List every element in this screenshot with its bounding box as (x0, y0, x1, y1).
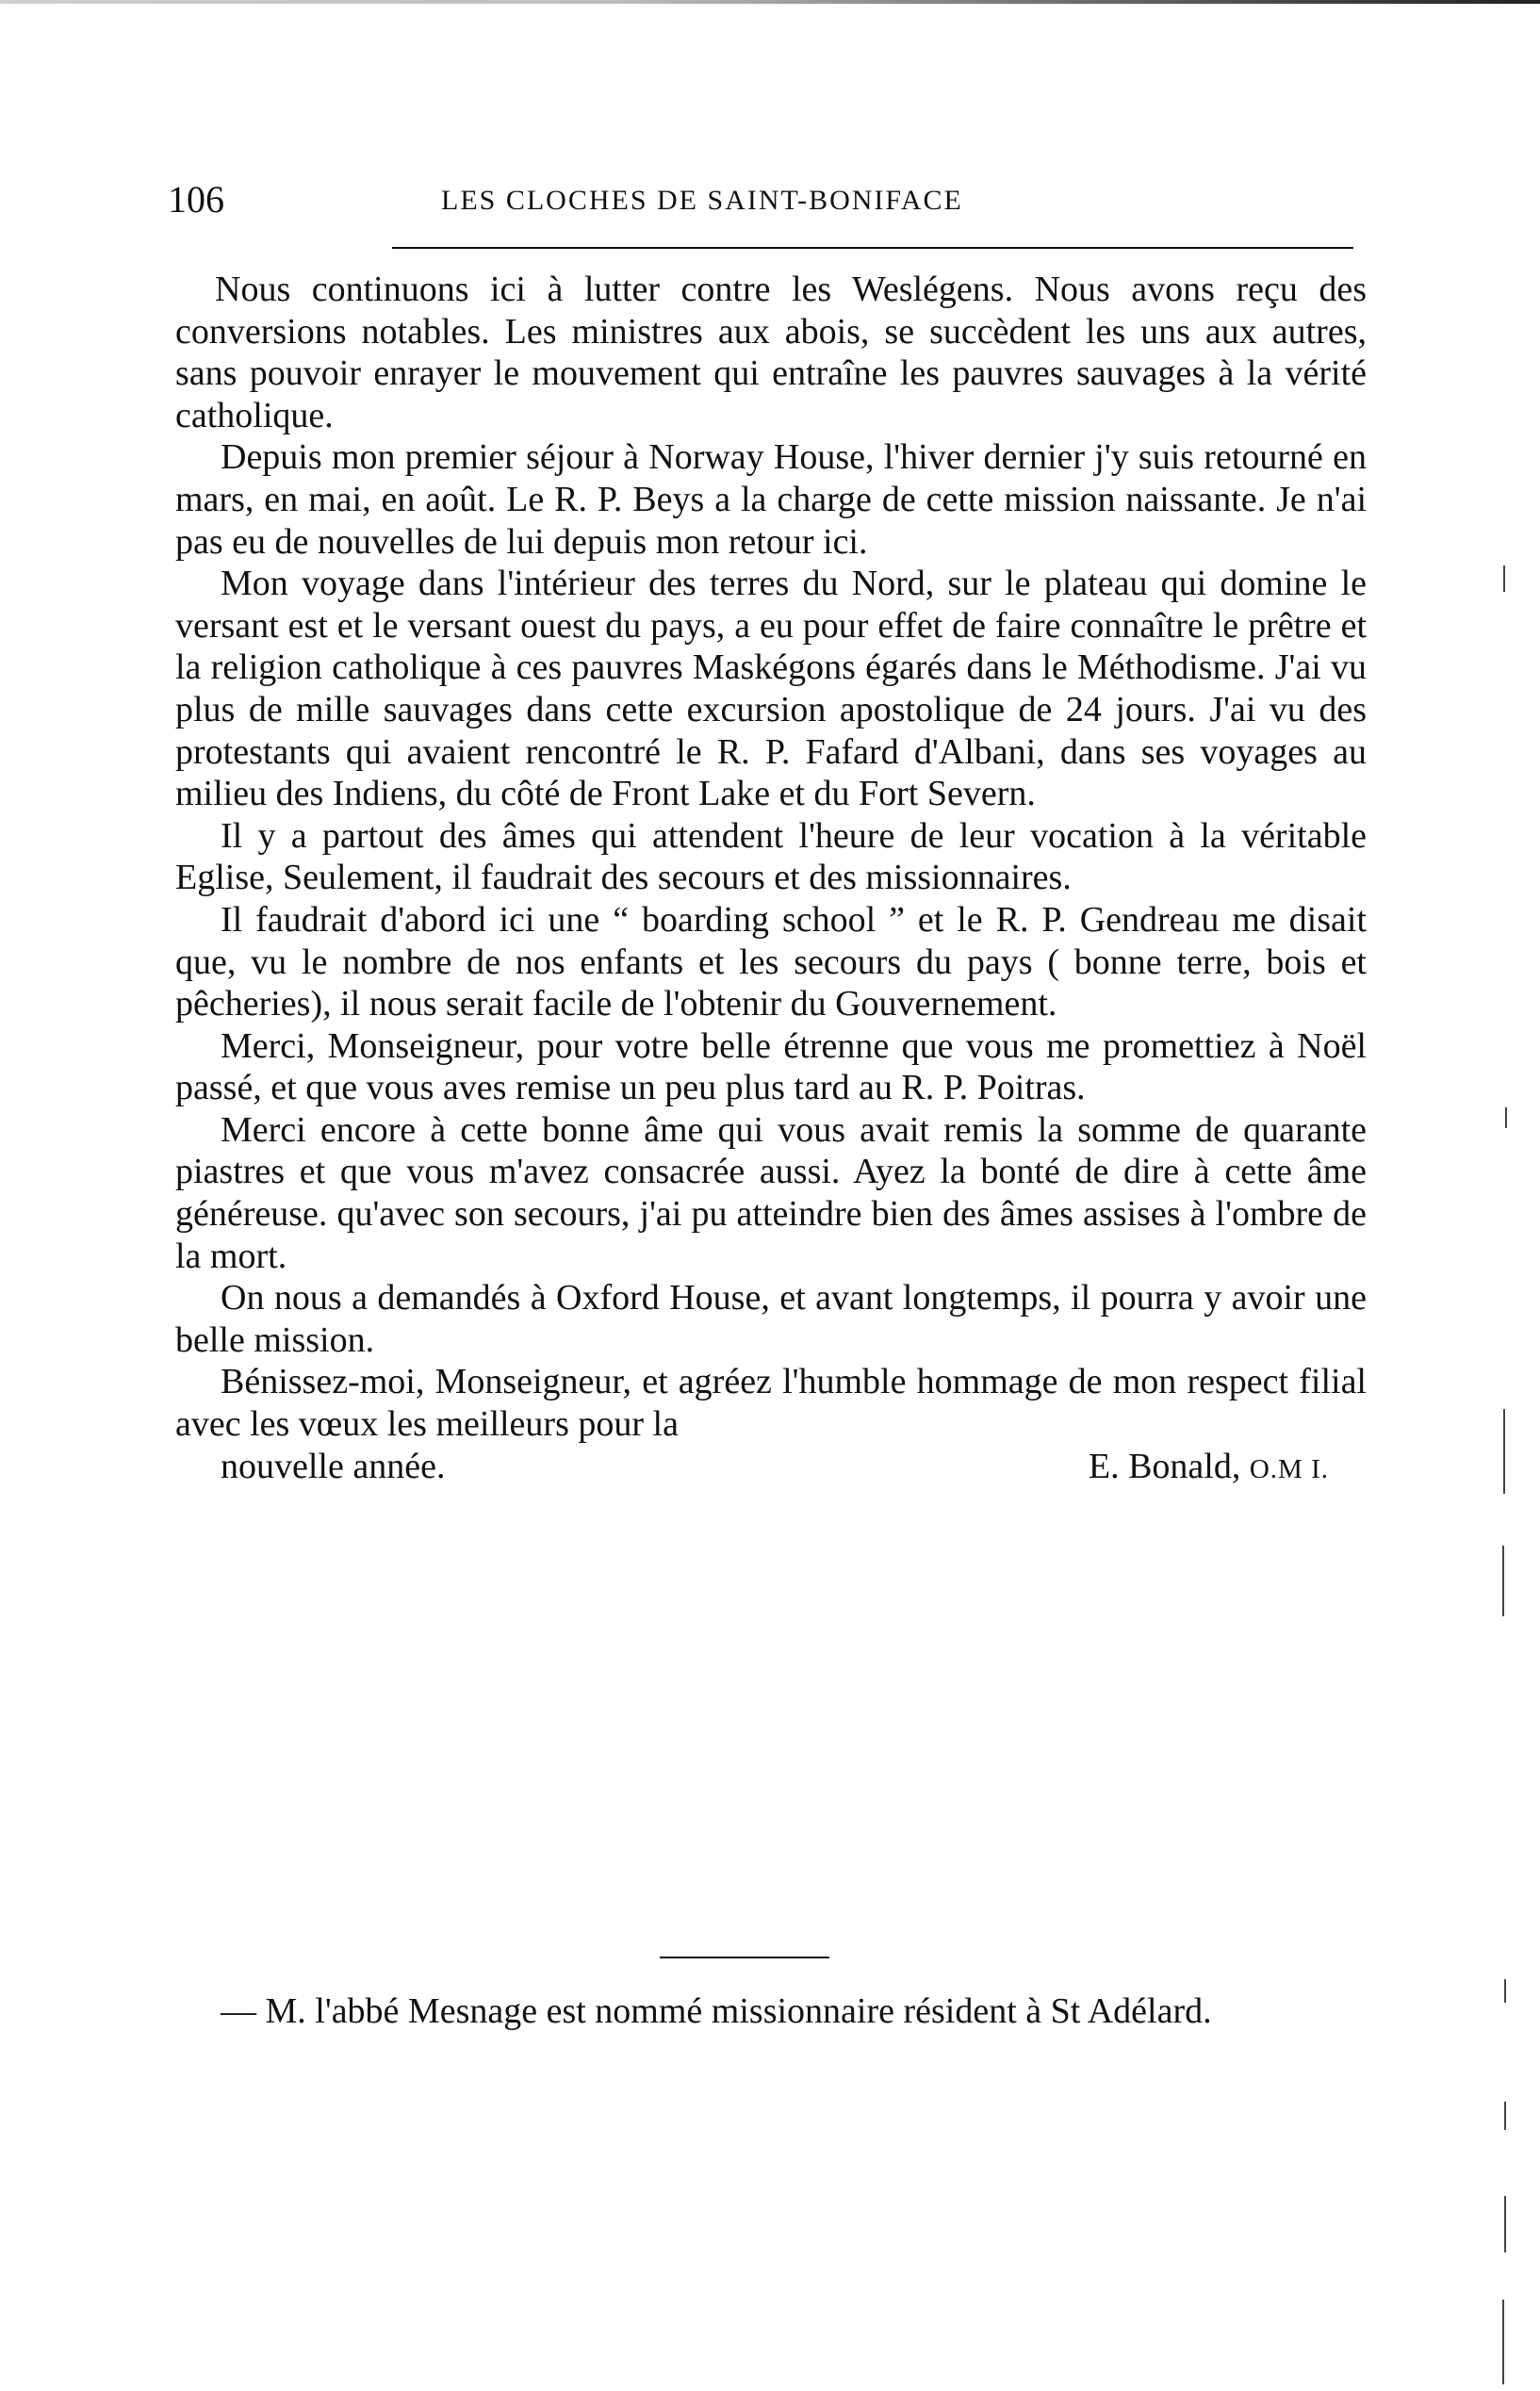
margin-mark (1504, 2196, 1506, 2252)
paragraph: Mon voyage dans l'intérieur des terres du Nord, sur le plateau qui domine le versant est et le versant ouest du pays, a eu pour effet de faire connaître le prêtre et la religion catholique à ces pauvres Maskégons égarés dans le Méthodisme. J'ai vu plus de mille sauvages dans cette excursion apostolique de 24 jours. J'ai vu des protestants qui avaient rencontré le R. P. Fafard d'Albani, dans ses voyages au milieu des Indiens, du côté de Front Lake et du Fort Severn. (175, 564, 1367, 814)
margin-mark (1502, 1546, 1504, 1616)
margin-mark (1504, 1979, 1506, 2003)
section-separator (660, 1957, 829, 1958)
header-rule (392, 247, 1353, 249)
margin-mark (1503, 1409, 1505, 1494)
signature (1043, 1446, 1329, 1491)
page-header (168, 177, 1384, 234)
running-title: LES CLOCHES DE SAINT-BONIFACE (441, 185, 963, 216)
page-number: 106 (168, 178, 224, 221)
closing-line (175, 1446, 1367, 1488)
paragraph: Merci encore à cette bonne âme qui vous avait remis la somme de quarante piastres et que vous m'avez consacrée aussi. Ayez la bonté de dire à cette âme généreuse. qu'avec son secours, j'ai pu atteindre bien des âmes assises à l'ombre de la mort. (175, 1109, 1367, 1276)
paragraph: Depuis mon premier séjour à Norway House, l'hiver dernier j'y suis retourné en mars, en mai, en août. Le R. P. Beys a la charge de cette mission naissante. Je n'ai pas eu de nouvelles de lui depuis mon retour ici. (175, 437, 1367, 562)
paragraph: Il faudrait d'abord ici une “ boarding school ” et le R. P. Gendreau me disait que, vu le nombre de nos enfants et les secours du pays ( bonne terre, bois et pêcheries), il nous serait facile de l'obtenir du Gouvernement. (175, 899, 1367, 1024)
note-paragraph: — M. l'abbé Mesnage est nommé missionnaire résident à St Adélard. (221, 1991, 1212, 2031)
letter-body (175, 269, 1367, 1487)
signature-title: O.M I. (1249, 1453, 1329, 1484)
paragraph: Bénissez-moi, Monseigneur, et agréez l'humble hommage de mon respect filial avec les vœux les meilleurs pour la (175, 1362, 1367, 1445)
paragraph: Merci, Monseigneur, pour votre belle étrenne que vous me promettiez à Noël passé, et que vous aves remise un peu plus tard au R. P. Poitras. (175, 1025, 1367, 1108)
paragraph: On nous a demandés à Oxford House, et avant longtemps, il pourra y avoir une belle mission. (175, 1278, 1367, 1360)
signature-name: E. Bonald, (1088, 1446, 1241, 1486)
paragraph: Nous continuons ici à lutter contre les Weslégens. Nous avons reçu des conversions notables. Les ministres aux abois, se succèdent les uns aux autres, sans pouvoir enrayer le mouvement qui entraîne les pauvres sauvages à la vérité catholique. (175, 270, 1367, 435)
news-note (175, 1987, 1367, 2036)
margin-mark (1505, 1107, 1507, 1128)
margin-mark (1502, 2300, 1504, 2384)
margin-mark (1504, 2102, 1506, 2130)
paragraph: Il y a partout des âmes qui attendent l'heure de leur vocation à la véritable Eglise, Seulement, il faudrait des secours et des missionnaires. (175, 815, 1367, 898)
top-edge-rule (0, 0, 1540, 4)
margin-mark (1503, 565, 1505, 592)
closing-text: nouvelle année. (221, 1446, 446, 1486)
